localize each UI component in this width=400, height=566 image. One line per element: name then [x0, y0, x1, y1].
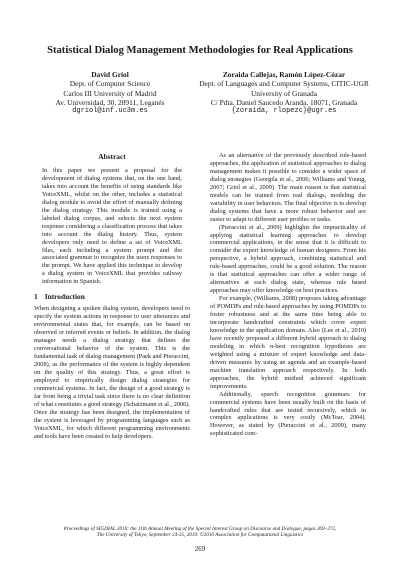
abstract-heading: Abstract — [98, 152, 126, 161]
author-address: Av. Universidad, 30, 28911, Leganés — [55, 97, 165, 107]
author-affiliation: Dept. of Languages and Computer Systems, CITIC-UGR — [199, 79, 369, 89]
paragraph: For example, (Williams, 2008) proposes taking advantage of POMDPs and rule-based approaches by using POMDPs to foster robustness and at the same time being able to incorporate handcrafted constraints which cover expert knowledge in the application domain. Also (Lee et al., 2010) have recently proposed a different hybrid approach to dialog modeling in which n-best recognition hypotheses are weighted using a mixture of expert knowledge and data-driven measures by using an agenda and an example-based machine translation approach respectively. In both approaches, the hybrid method achieved significant improvements. — [210, 295, 366, 390]
author-institution: Carlos III University of Madrid — [63, 88, 157, 98]
author-name: Zoraida Callejas, Ramón López-Cózar — [222, 70, 346, 79]
author-1 — [30, 70, 190, 116]
author-2 — [198, 70, 370, 116]
paragraph: When designing a spoken dialog system, developers need to specify the system actions in response to user utterances and environmental states that, for example, can be based on observed or inferred events or beliefs. In addition, the dialog manager needs a dialog strategy that defines the conversational behavior of the system. This is the fundamental task of dialog management (Paek and Pieraccini, 2008), as the performance of the system is highly dependent on the quality of this strategy. Thus, a great effort is employed to empirically design dialog strategies for commercial systems. In fact, the design of a good strategy is far from being a trivial task since there is no clear definition of what constitutes a good strategy (Schatzmann et al., 2006). Once the strategy has been designed, the implementation of the system is leveraged by programming languages such as VoiceXML, for which different programming environments and tools have been created to help developers. — [34, 305, 190, 440]
section-heading — [34, 292, 190, 301]
author-address: C/ Pdta. Daniel Saucedo Aranda, 18071, Granada — [210, 97, 358, 107]
section-title: Introduction — [44, 292, 85, 302]
author-name: David Griol — [91, 70, 129, 79]
footer-line: Proceedings of SIGDIAL 2010: the 11th Annual Meeting of the Special Interest Group on Discourse and Dialogue, pages 269–272, — [63, 526, 337, 532]
page-number: 269 — [194, 546, 206, 553]
proceedings-footer — [30, 526, 370, 539]
author-email: dgriol@inf.uc3m.es — [72, 107, 148, 116]
author-institution: University of Granada — [250, 88, 318, 98]
paper-title: Statistical Dialog Management Methodologies for Real Applications — [47, 45, 353, 56]
author-block — [30, 70, 370, 130]
section-number: 1 — [34, 292, 38, 302]
footer-line: The University of Tokyo, September 24-25, 2010. ©2010 Association for Computational Linguistics — [96, 532, 304, 539]
left-column — [34, 152, 190, 441]
abstract-text: In this paper we present a proposal for the development of dialog systems that, on the one hand, takes into account the benefits of using standards like VoiceXML, whilst on the other, includes a statistical dialog module to avoid the effort of manually defining the dialog strategy. This module is trained using a labeled dialog corpus, and selects the next system response considering a classification process that takes into account the dialog history. Thus, system developers only need to define a set of VoiceXML files, each including a system prompt and the associated grammar to recognize the users responses to the prompt. We have applied this technique to develop a dialog system in VoiceXML that provides railway information in Spanish. — [42, 167, 182, 286]
paragraph: (Pieraccini et al., 2009) highlights the impracticality of applying statistical learning approaches to develop commercial applications, in the sense that it is difficult to consider the expert knowledge of human designers. From his perspective, a hybrid approach, combining statistical and rule-based approaches, could be a good solution. The reason is that statistical approaches can offer a wider range of alternatives at each dialog state, whereas rule based approaches may offer knowledge on best practices. — [210, 223, 366, 295]
paragraph: As an alternative of the previously described rule-based approaches, the application of statistical approaches to dialog management makes it possible to consider a wider space of dialog strategies (Georgila et al., 2006; Williams and Young, 2007; Griol et al., 2009). The main reason is that statistical models can be trained from real dialogs, modeling the variability in user behaviors. The final objective is to develop dialog systems that have a more robust behavior and are easier to adapt to different user profiles or tasks. — [210, 152, 366, 223]
author-email: {zoraida, rlopezc}@ugr.es — [231, 107, 337, 116]
paragraph: Additionally, speech recognition grammars for commercial systems have been usually built on the basis of handcrafted rules that are tested recursively, which in complex applications is very costly (McTear, 2004). However, as stated by (Pieraccini et al., 2009), many sophisticated com- — [210, 390, 366, 438]
right-column — [210, 152, 366, 438]
author-affiliation: Dept. of Computer Science — [69, 79, 151, 89]
